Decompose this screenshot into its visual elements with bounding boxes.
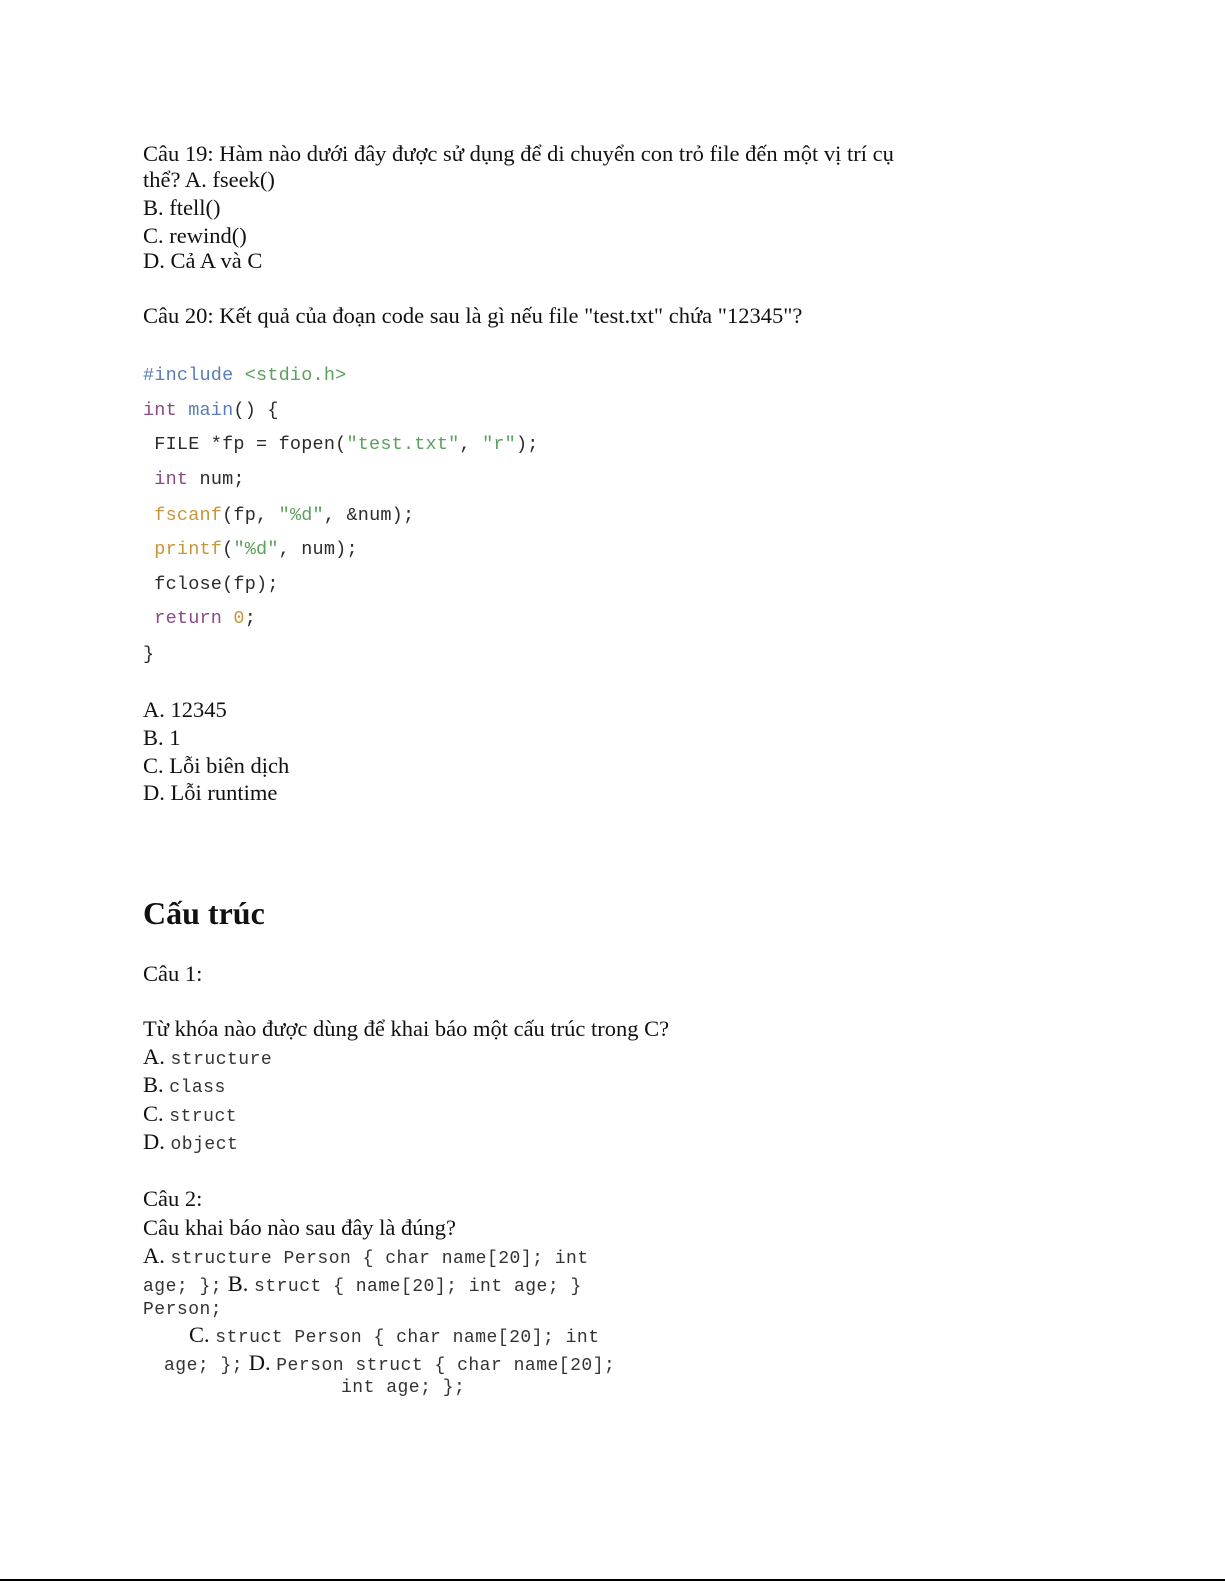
- q2-option-a-line1: [143, 1243, 589, 1272]
- code-token: <stdio.h>: [233, 365, 347, 386]
- q1-option-b: [143, 1072, 226, 1101]
- code-line-9: [143, 644, 154, 666]
- code-token: #include: [143, 365, 234, 386]
- section-title: Cấu trúc: [143, 895, 265, 931]
- q19-question-line1: Câu 19: Hàm nào dưới đây được sử dụng để di chuyển con trỏ file đến một vị trí cụ: [143, 141, 894, 166]
- code-token: num;: [188, 469, 245, 490]
- code-token: "%d": [278, 505, 324, 526]
- option-code: Person;: [143, 1300, 223, 1320]
- q19-option-d: D. Cả A và C: [143, 248, 263, 273]
- option-letter: A.: [143, 1243, 165, 1268]
- option-code: structure: [170, 1050, 273, 1070]
- code-line-5: [143, 505, 414, 527]
- q1-option-a: [143, 1044, 272, 1073]
- q19-option-c: C. rewind(): [143, 223, 247, 248]
- option-letter: C.: [143, 1101, 164, 1126]
- code-line-7: [143, 574, 279, 596]
- q20-option-d: D. Lỗi runtime: [143, 780, 278, 805]
- code-token: printf: [143, 539, 223, 560]
- option-letter: C.: [189, 1322, 210, 1347]
- q20-question: Câu 20: Kết quả của đoạn code sau là gì nếu file "test.txt" chứa "12345"?: [143, 303, 803, 328]
- option-code: age; };: [164, 1356, 244, 1376]
- q19-option-b: B. ftell(): [143, 195, 221, 220]
- code-token: () {: [233, 400, 279, 421]
- q2-option-d-line2: [341, 1372, 465, 1401]
- option-code: struct { name[20]; int age; }: [254, 1277, 582, 1297]
- code-token: }: [143, 644, 155, 665]
- code-line-4: [143, 469, 245, 491]
- option-code: struct Person { char name[20]; int: [215, 1328, 600, 1348]
- code-token: , num);: [278, 539, 358, 560]
- q1-option-d: [143, 1129, 238, 1158]
- code-line-1: [143, 365, 346, 387]
- code-token: fclose(fp);: [143, 574, 279, 595]
- code-line-8: [143, 608, 256, 630]
- option-letter: B.: [227, 1271, 249, 1296]
- option-code: Person struct { char name[20];: [276, 1356, 616, 1376]
- code-token: main: [176, 400, 234, 421]
- option-letter: B.: [143, 1072, 164, 1097]
- q19-question-line2: thể? A. fseek(): [143, 167, 275, 192]
- code-token: FILE *fp = fopen(: [143, 434, 347, 455]
- q1-label: Câu 1:: [143, 961, 203, 986]
- q2-option-b-line2: [143, 1294, 222, 1323]
- option-code: structure Person { char name[20]; int: [170, 1249, 589, 1269]
- option-code: int age; };: [341, 1378, 466, 1398]
- q1-option-c: [143, 1101, 237, 1130]
- code-token: "test.txt": [346, 434, 460, 455]
- q2-question: Câu khai báo nào sau đây là đúng?: [143, 1215, 457, 1240]
- q2-label: Câu 2:: [143, 1186, 203, 1211]
- q20-option-c: C. Lỗi biên dịch: [143, 753, 290, 778]
- code-token: int: [143, 400, 177, 421]
- option-code: class: [169, 1078, 226, 1098]
- option-letter: A.: [143, 1044, 165, 1069]
- code-line-2: [143, 400, 279, 422]
- code-line-6: [143, 539, 358, 561]
- code-token: "%d": [233, 539, 279, 560]
- code-token: ,: [459, 434, 483, 455]
- code-token: int: [143, 469, 189, 490]
- option-code: struct: [169, 1107, 238, 1127]
- q20-option-b: B. 1: [143, 725, 181, 750]
- code-line-3: [143, 434, 539, 456]
- option-letter: D.: [248, 1350, 271, 1375]
- code-token: , &num);: [323, 505, 415, 526]
- code-token: fscanf: [143, 505, 223, 526]
- code-token: );: [515, 434, 539, 455]
- q2-option-c-line1: [189, 1322, 600, 1351]
- code-token: (fp,: [222, 505, 279, 526]
- code-token: return: [143, 608, 223, 629]
- option-code: age; };: [143, 1277, 223, 1297]
- q20-option-a: A. 12345: [143, 697, 227, 722]
- option-code: object: [170, 1135, 239, 1155]
- code-token: "r": [482, 434, 516, 455]
- q1-question: Từ khóa nào được dùng để khai báo một cấu trúc trong C?: [143, 1016, 670, 1041]
- option-letter: D.: [143, 1129, 165, 1154]
- code-token: 0: [222, 608, 245, 629]
- code-token: (: [222, 539, 234, 560]
- code-token: ;: [244, 608, 257, 629]
